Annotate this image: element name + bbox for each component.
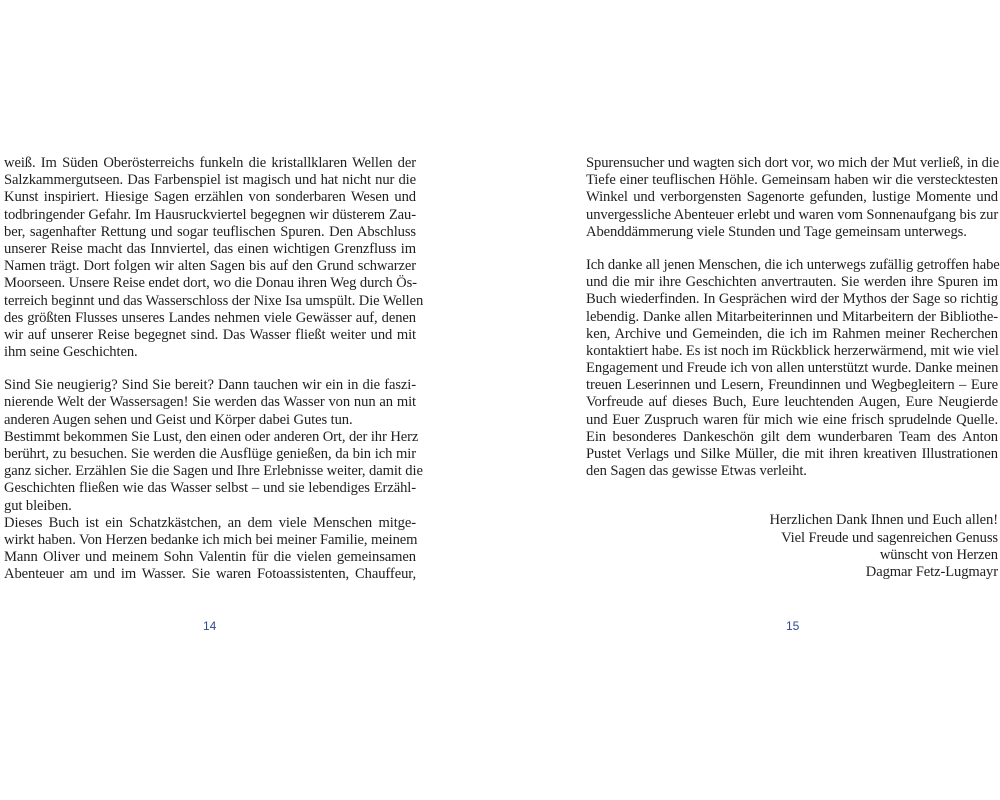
text-line: Abenddämmerung viele Stunden und Tage gemeinsam unterwegs. <box>586 223 967 240</box>
text-line: Winkel und verborgensten Sagenorte gefunden, lustige Momente und <box>586 189 998 206</box>
text-line: wir auf unserer Reise begegnet sind. Das Wasser fließt weiter und mit <box>4 326 416 343</box>
paragraph-gap <box>586 241 998 257</box>
text-line: ber, sagenhafter Rettung und sogar teuflischen Spuren. Den Abschluss <box>4 223 416 240</box>
closing-line: wünscht von Herzen <box>879 546 998 563</box>
text-line: und Euer Zuspruch waren für mich wie eine frisch sprudelnde Quelle. <box>586 411 998 428</box>
text-line: Ein besonderes Dankeschön gilt dem wunderbaren Team des Anton <box>586 428 998 445</box>
text-line: terreich beginnt und das Wasserschloss der Nixe Isa umspült. Die Wellen <box>4 292 424 309</box>
left-page <box>4 155 424 584</box>
paragraph-gap <box>586 480 998 496</box>
text-line: ihm seine Geschichten. <box>4 344 138 361</box>
text-line: Engagement und Freude ich von allen unterstützt wurde. Danke meinen <box>586 360 999 377</box>
text-line: unvergessliche Abenteuer erlebt und waren vom Sonnenaufgang bis zur <box>586 206 999 223</box>
right-page <box>586 155 998 581</box>
text-line: anderen Augen sehen und Geist und Körper dabei Gutes tun. <box>4 411 353 428</box>
text-line: treuen Leserinnen und Lesern, Freundinnen und Wegbegleitern – Eure <box>586 377 998 394</box>
text-line: wirkt haben. Von Herzen bedanke ich mich bei meiner Familie, meinem <box>4 531 418 548</box>
text-line: weiß. Im Süden Oberösterreichs funkeln die kristallklaren Wellen der <box>4 155 416 171</box>
text-line: Bestimmt bekommen Sie Lust, den einen oder anderen Ort, der ihr Herz <box>4 428 419 445</box>
left-page-text <box>4 155 424 584</box>
right-page-text <box>586 155 998 581</box>
text-line: nierende Welt der Wassersagen! Sie werden das Wasser von nun an mit <box>4 394 416 411</box>
text-line: lebendig. Danke allen Mitarbeiterinnen und Mitarbeitern der Bibliothe- <box>586 308 998 325</box>
text-line: Kunst inspiriert. Hiesige Sagen erzählen von sonderbaren Wesen und <box>4 189 416 206</box>
paragraph-gap <box>586 496 998 512</box>
paragraph-gap <box>4 361 416 377</box>
text-line: Vorfreude auf dieses Buch, Eure leuchtenden Augen, Eure Neugierde <box>586 394 998 411</box>
text-line: des größten Flusses unseres Landes nehmen viele Gewässer auf, denen <box>4 309 416 326</box>
text-line: Salzkammergutseen. Das Farbenspiel ist magisch und hat nicht nur die <box>4 172 416 189</box>
text-line: Sind Sie neugierig? Sind Sie bereit? Dann tauchen wir ein in die faszi- <box>4 377 416 394</box>
page-number-left: 14 <box>203 619 217 633</box>
author-signature: Dagmar Fetz-Lugmayr <box>865 563 998 580</box>
text-line: unserer Reise macht das Innviertel, das einen wichtigen Grenzfluss im <box>4 240 416 257</box>
text-line: ganz sicher. Erzählen Sie die Sagen und Ihre Erlebnisse weiter, damit die <box>4 463 423 480</box>
text-line: Buch wiederfinden. In Gesprächen wird der Mythos der Sage so richtig <box>586 291 998 308</box>
text-line: Spurensucher und wagten sich dort vor, wo mich der Mut verließ, in die <box>586 155 1000 171</box>
text-line: ken, Archive und Gemeinden, die ich im Rahmen meiner Recherchen <box>586 325 998 342</box>
text-line: Dieses Buch ist ein Schatzkästchen, an dem viele Menschen mitge- <box>4 514 416 531</box>
text-line: Namen trägt. Dort folgen wir alten Sagen bis auf den Grund schwarzer <box>4 258 416 275</box>
text-line: Mann Oliver und meinem Sohn Valentin für die vielen gemeinsamen <box>4 549 416 566</box>
closing-line: Viel Freude und sagenreichen Genuss <box>781 529 998 546</box>
text-line: den Sagen das gewisse Etwas verleiht. <box>586 463 807 480</box>
text-line: Geschichten fließen wie das Wasser selbst – und sie lebendiges Erzähl- <box>4 480 416 497</box>
text-line: und die mir ihre Geschichten anvertrauten. Sie werden ihre Spuren im <box>586 274 998 291</box>
text-line: Abenteuer am und im Wasser. Sie waren Fotoassistenten, Chauffeur, <box>4 566 416 583</box>
text-line: Pustet Verlags und Silke Müller, die mit ihren kreativen Illustrationen <box>586 446 998 462</box>
text-line: Ich danke all jenen Menschen, die ich unterwegs zufällig getroffen habe <box>586 256 1000 273</box>
text-line: berührt, zu besuchen. Sie werden die Ausflüge genießen, da bin ich mir <box>4 446 416 462</box>
text-line: gut bleiben. <box>4 497 72 514</box>
page-number-right: 15 <box>786 619 800 633</box>
closing-line: Herzlichen Dank Ihnen und Euch allen! <box>769 512 998 529</box>
text-line: todbringender Gefahr. Im Hausruckviertel begegnen wir düsterem Zau- <box>4 206 416 223</box>
text-line: Moorseen. Unsere Reise endet dort, wo die Donau ihren Weg durch Ös- <box>4 275 417 292</box>
text-line: kontaktiert habe. Es ist noch im Rückblick herzerwärmend, mit wie viel <box>586 342 999 359</box>
text-line: Tiefe einer teuflischen Höhle. Gemeinsam haben wir die verstecktesten <box>586 172 998 189</box>
